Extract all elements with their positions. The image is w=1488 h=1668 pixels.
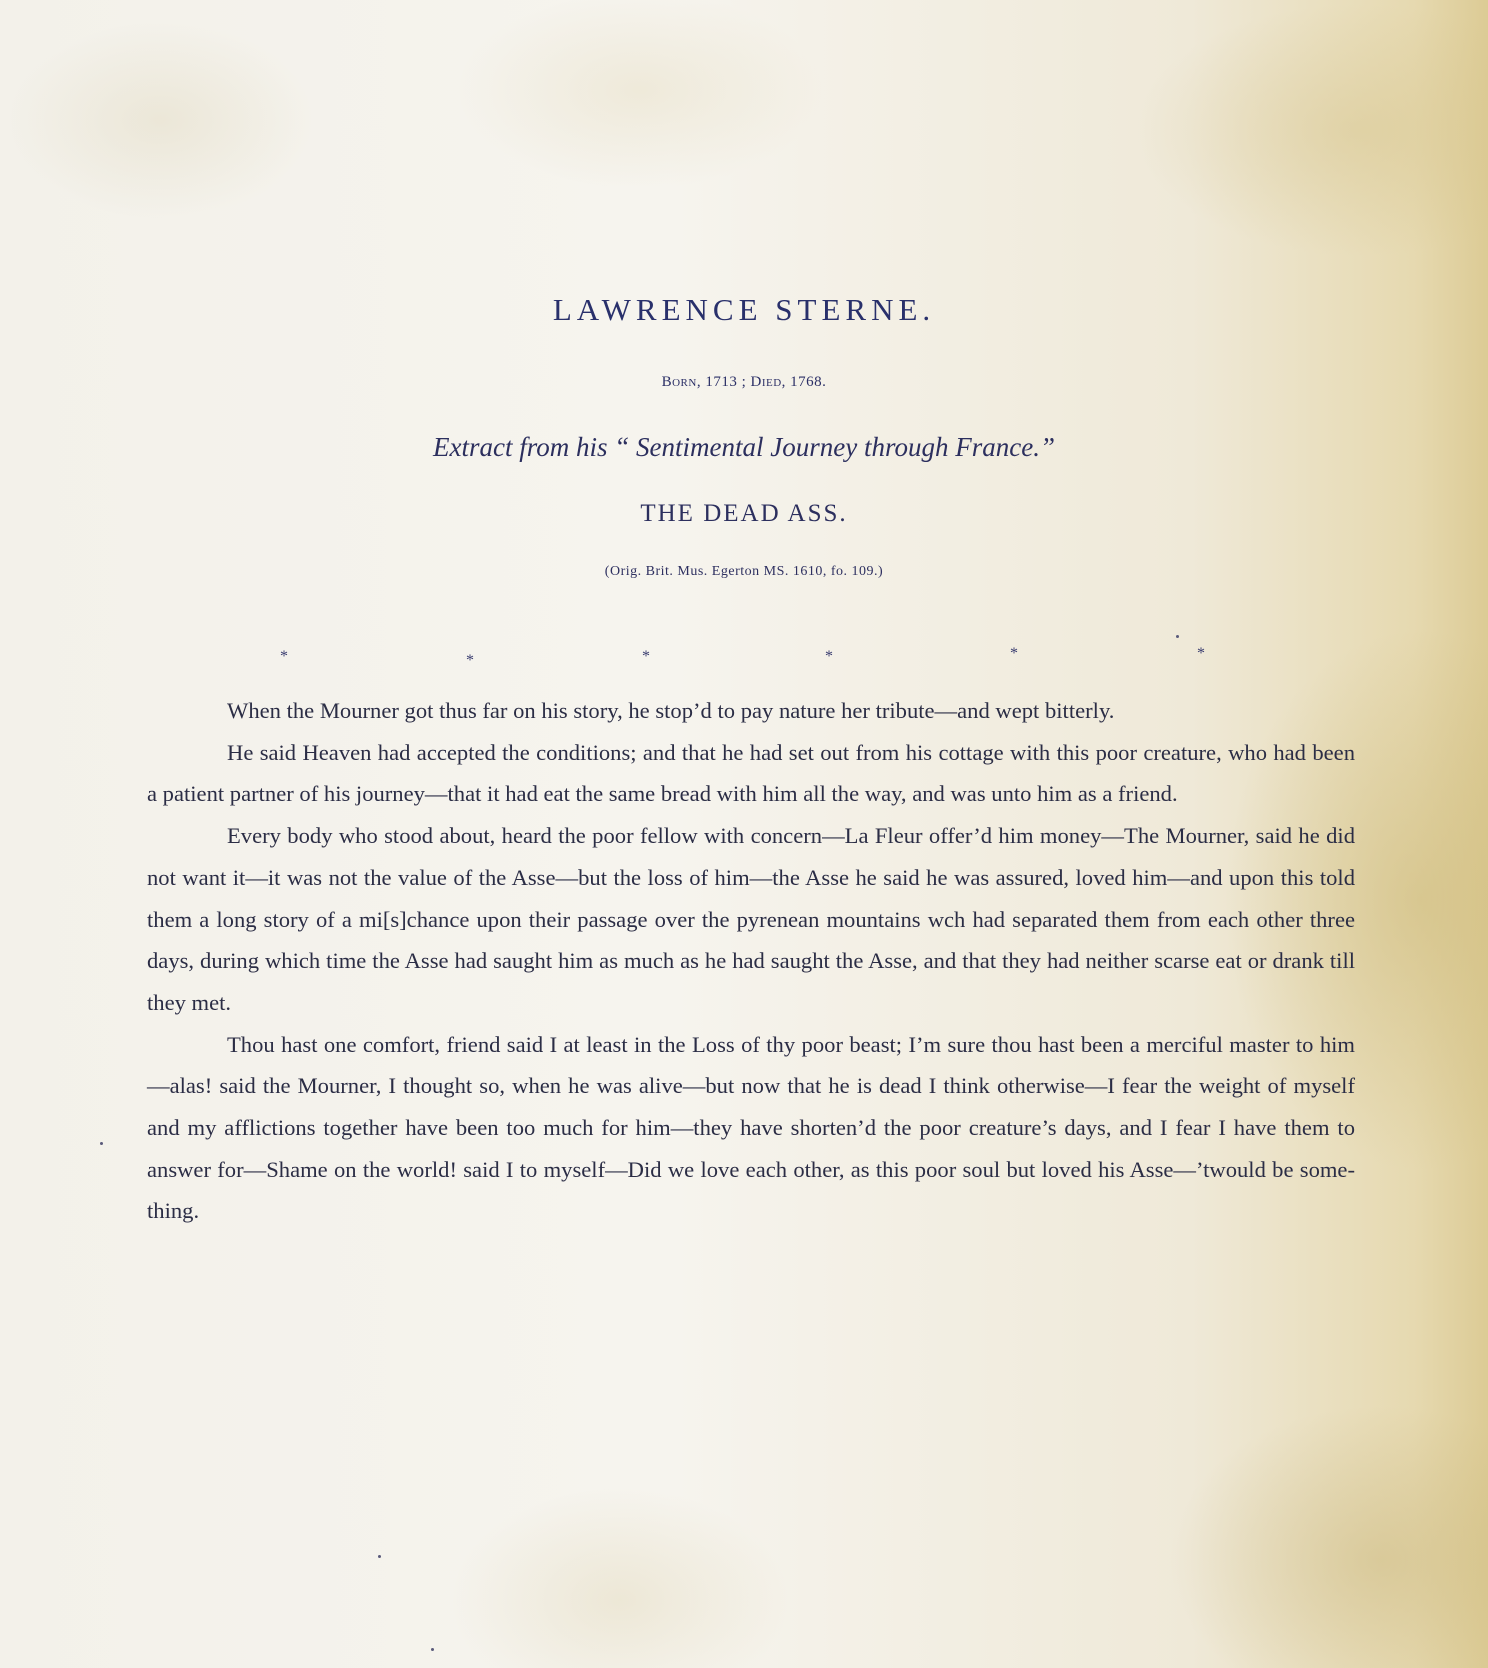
piece-title: THE DEAD ASS. bbox=[640, 500, 848, 527]
asterisk: * bbox=[825, 648, 833, 665]
asterisk: * bbox=[466, 652, 474, 669]
asterisk: * bbox=[280, 648, 288, 665]
manuscript-source: (Orig. Brit. Mus. Egerton MS. 1610, fo. 109.) bbox=[604, 564, 884, 579]
paper-speck bbox=[1176, 635, 1179, 638]
body-text bbox=[147, 690, 1355, 1232]
paragraph: When the Mourner got thus far on his story, he stop’d to pay nature her tribute—and wept bitterly. bbox=[227, 698, 1115, 723]
asterisk: * bbox=[1010, 645, 1018, 662]
paragraph: Every body who stood about, heard the poor fellow with concern—La Fleur offer’d him money—The Mourner, said he did not want it—it was not the value of the Asse—but the loss of him—the Asse he said he was assured, loved him—and upon this told them a long story of a mi[s]chance upon their passage over the pyrenean mountains wch had separated them from each other three days, during which time the Asse had saught him as much as he had saught the Asse, and that they had neither scarse eat or drank till they met. bbox=[147, 823, 1355, 1015]
life-dates: Born, 1713 ; Died, 1768. bbox=[661, 374, 827, 390]
paper-speck bbox=[431, 1648, 434, 1651]
paper-speck bbox=[378, 1555, 381, 1558]
paragraph: Thou hast one comfort, friend said I at least in the Loss of thy poor beast; I’m sure thou hast been a merciful master to him—alas! said the Mourner, I thought so, when he was alive—but now that he is dead I think otherwise—I fear the weight of myself and my afflictions together have been too much for him—they have shorten’d the poor creature’s days, and I fear I have them to answer for—Shame on the world! said I to myself—Did we love each other, as this poor soul but loved his Asse—’twould be some-thing. bbox=[147, 1031, 1355, 1224]
asterisk: * bbox=[642, 648, 650, 665]
paper-speck bbox=[100, 1142, 103, 1145]
author-title: LAWRENCE STERNE. bbox=[552, 292, 936, 327]
asterisk: * bbox=[1197, 645, 1205, 662]
asterisk-separator bbox=[280, 645, 1220, 672]
extract-subtitle: Extract from his “ Sentimental Journey through France.” bbox=[433, 432, 1055, 462]
paragraph: He said Heaven had accepted the conditions; and that he had set out from his cottage with this poor creature, who had been a patient partner of his journey—that it had eat the same bread with him all the way, and was unto him as a friend. bbox=[147, 739, 1355, 807]
